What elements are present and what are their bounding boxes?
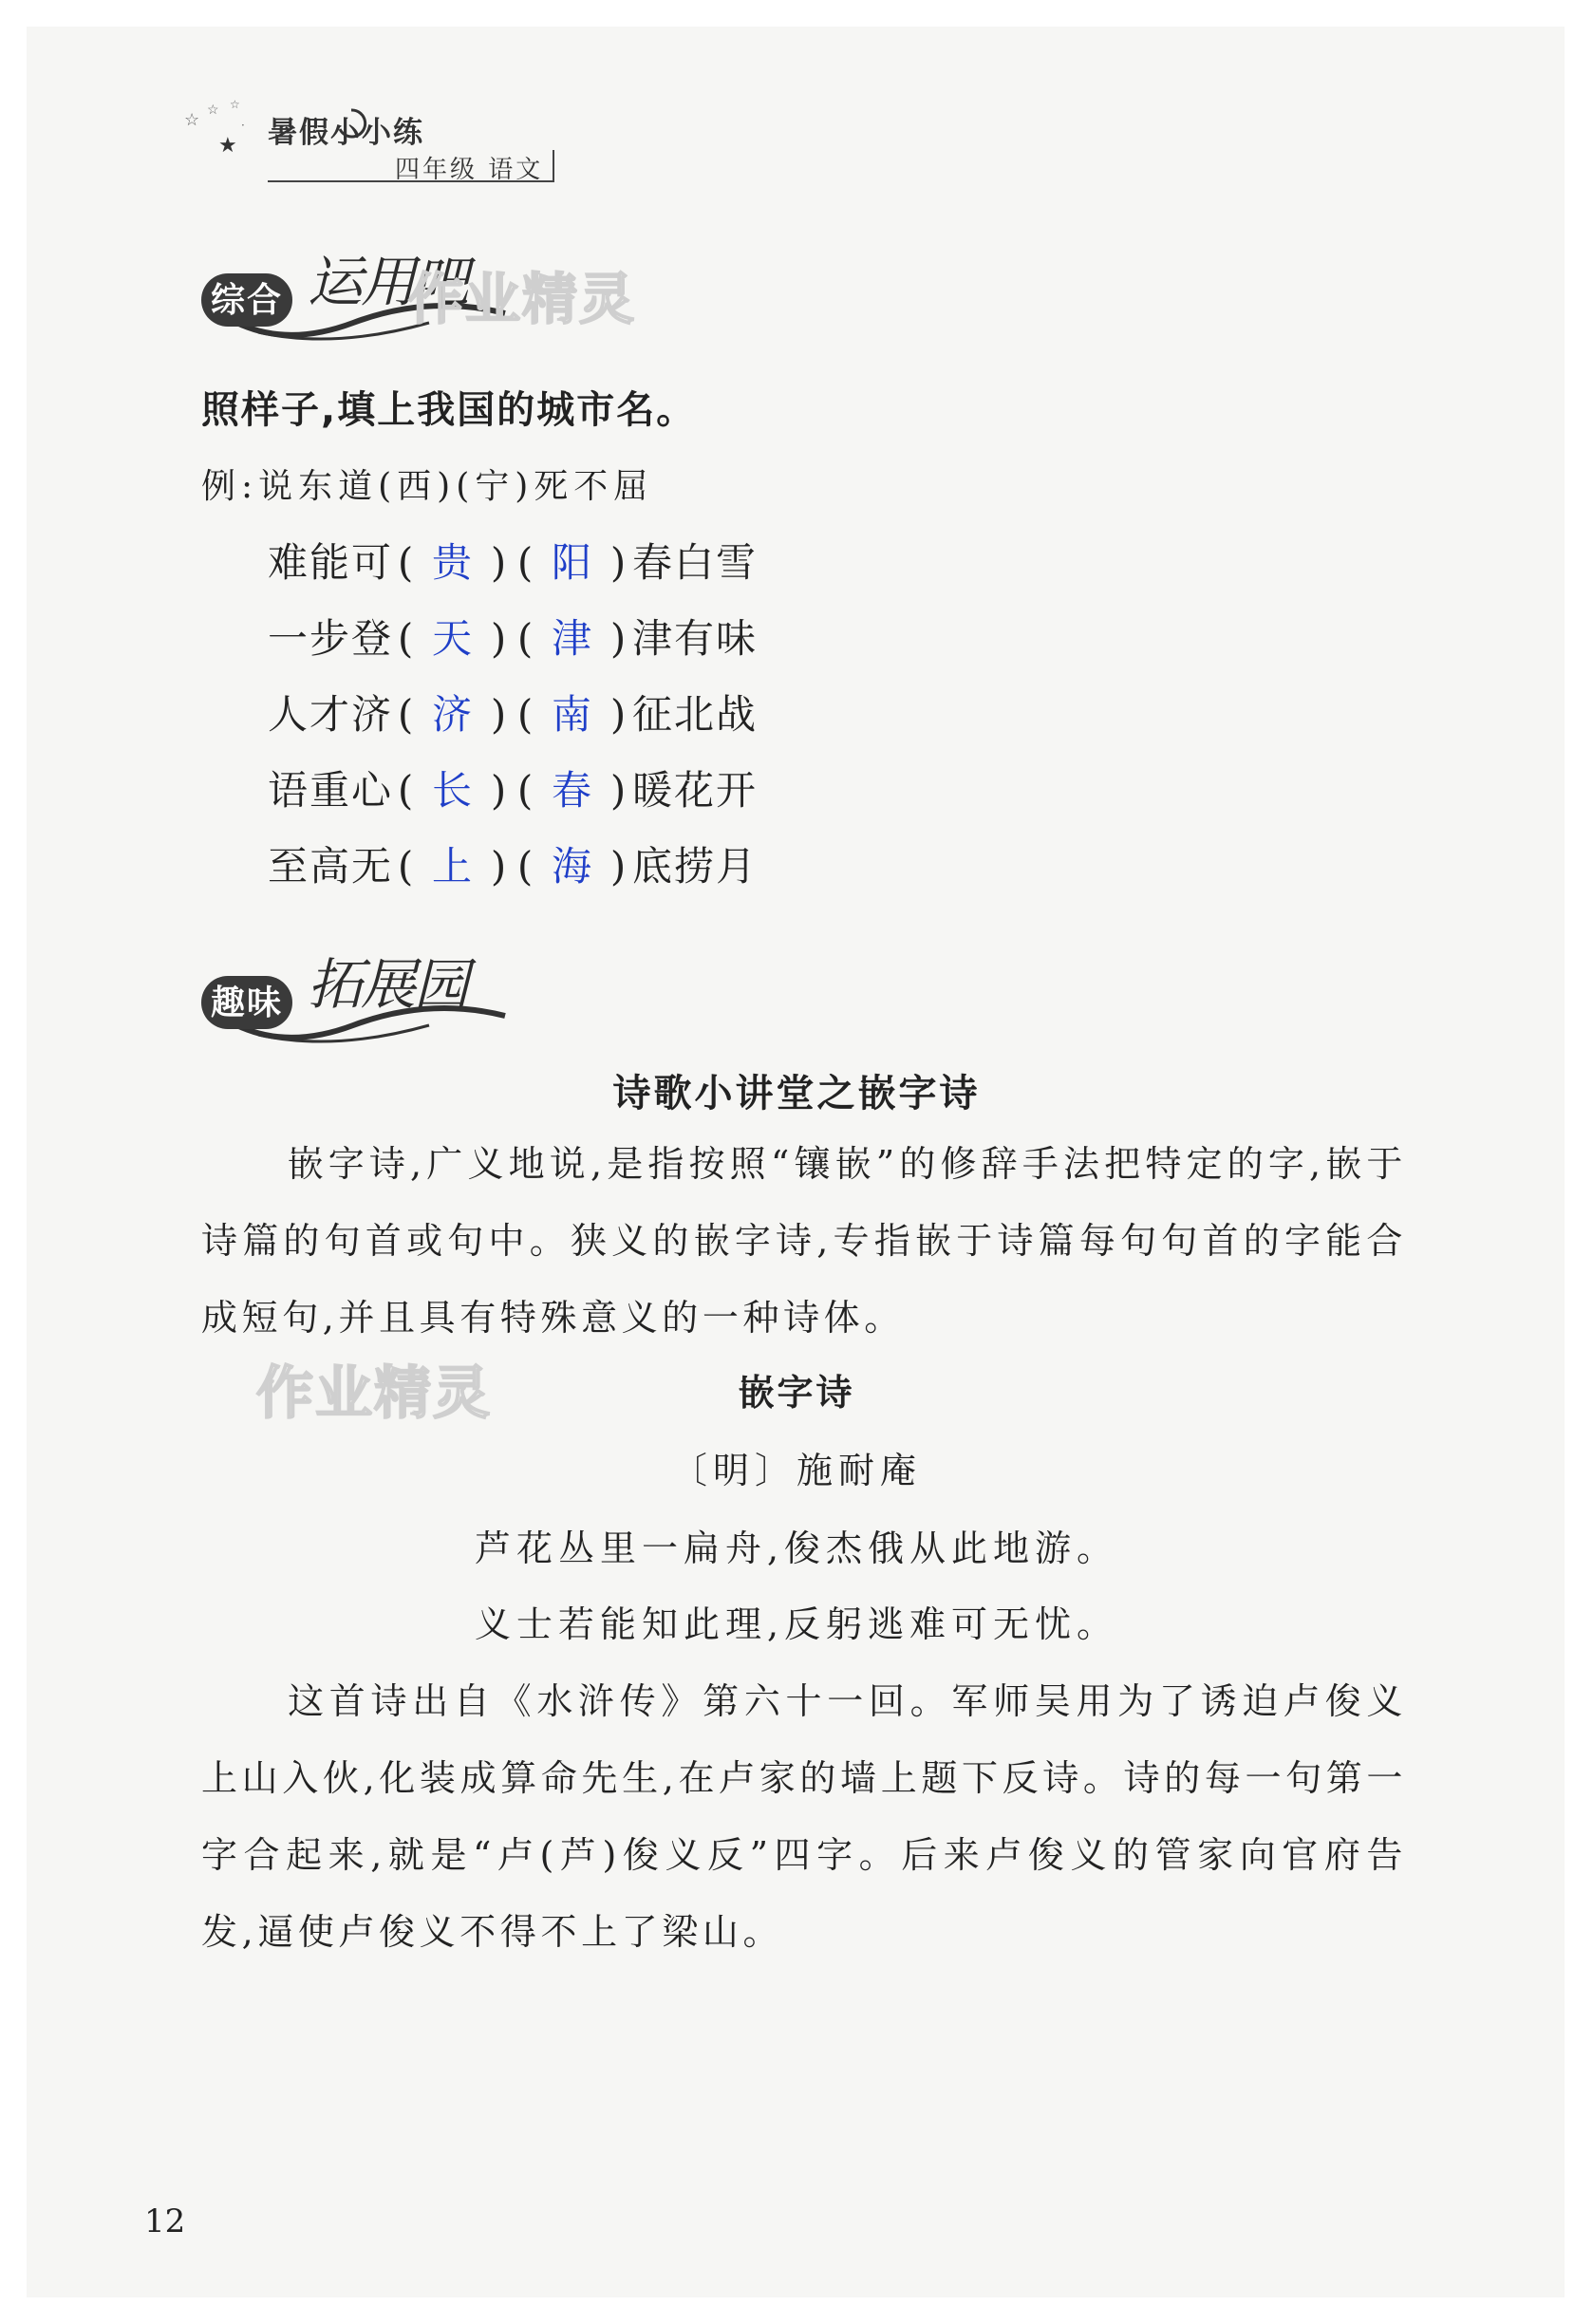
idiom-suffix: 春白雪 (632, 539, 759, 586)
page-number: 12 (144, 2202, 186, 2240)
grade-subject: 四年级 语文 (395, 156, 544, 184)
poem-line: 芦花丛里一扁舟,俊杰俄从此地游。 (474, 1527, 1119, 1569)
paren-open: ( (397, 539, 416, 586)
svg-text:☆: ☆ (207, 103, 219, 118)
answer-blank[interactable]: 济 (432, 691, 475, 738)
paren-open: ( (516, 767, 535, 814)
paren-close: ) (609, 691, 628, 738)
paren-close: ) (609, 539, 628, 586)
answer-blank[interactable]: 长 (432, 767, 475, 814)
paren-open: ( (516, 691, 535, 738)
paren-close: ) (609, 615, 628, 662)
paren-close: ) (490, 615, 509, 662)
banner-pill: 趣味 (201, 976, 292, 1029)
intro-text: 嵌字诗,广义地说,是指按照“镶嵌”的修辞手法把特定的字,嵌于诗篇的句首或句中。狭义的嵌字诗,专指嵌于诗篇每句句首的字能合成短句,并且具有特殊意义的一种诗体。 (201, 1143, 1407, 1339)
watermark: 作业精灵 (256, 1360, 492, 1427)
stars-icon (180, 95, 266, 161)
svg-text:★: ★ (218, 134, 237, 158)
banner-pill: 综合 (201, 273, 292, 327)
paren-open: ( (516, 843, 535, 890)
answer-blank[interactable]: 南 (552, 691, 594, 738)
explanation-text: 这首诗出自《水浒传》第六十一回。军师吴用为了诱迫卢俊义上山入伙,化装成算命先生,在卢家的墙上题下反诗。诗的每一句第一字合起来,就是“卢(芦)俊义反”四字。后来卢俊义的管家向官府告发,逼使卢俊义不得不上了梁山。 (201, 1680, 1407, 1953)
page-header (184, 95, 589, 185)
swirl-icon (332, 104, 370, 142)
poem-author: 〔明〕施耐庵 (670, 1450, 922, 1491)
watermark: 作业精灵 (408, 267, 637, 331)
paren-close: ) (490, 539, 509, 586)
banner-title: 拓展园 (308, 952, 468, 1017)
idiom-prefix: 语重心 (268, 767, 394, 814)
idiom-suffix: 津有味 (632, 615, 759, 662)
instruction: 照样子,填上我国的城市名。 (201, 388, 697, 432)
paren-open: ( (397, 691, 416, 738)
idiom-row (268, 608, 758, 665)
answer-blank[interactable]: 天 (432, 615, 475, 662)
poem-title: 嵌字诗 (738, 1372, 855, 1414)
header-vertical-rule (553, 150, 554, 182)
paren-close: ) (609, 767, 628, 814)
banner-title: 运用吧 (308, 250, 468, 314)
idiom-row (268, 684, 758, 740)
poem-line: 义士若能知此理,反躬逃难可无忧。 (474, 1603, 1119, 1645)
section-banner-extend (201, 940, 600, 1044)
answer-blank[interactable]: 津 (552, 615, 594, 662)
paren-open: ( (397, 615, 416, 662)
idiom-row (268, 759, 758, 816)
idiom-suffix: 暖花开 (632, 767, 759, 814)
answer-blank[interactable]: 贵 (432, 539, 475, 586)
intro-paragraph (201, 1126, 1407, 1357)
answer-blank[interactable]: 阳 (552, 539, 594, 586)
idiom-prefix: 难能可 (268, 539, 394, 586)
idiom-prefix: 人才济 (268, 691, 394, 738)
svg-text:☆: ☆ (184, 110, 200, 130)
series-title: 暑假小小练 (268, 116, 424, 150)
paren-open: ( (397, 843, 416, 890)
idiom-suffix: 征北战 (632, 691, 759, 738)
paren-open: ( (397, 767, 416, 814)
paren-open: ( (516, 615, 535, 662)
paren-close: ) (490, 767, 509, 814)
idiom-row (268, 835, 758, 892)
idiom-prefix: 一步登 (268, 615, 394, 662)
answer-blank[interactable]: 上 (432, 843, 475, 890)
paren-close: ) (490, 691, 509, 738)
idiom-prefix: 至高无 (268, 843, 394, 890)
paren-close: ) (609, 843, 628, 890)
example-line: 例:说东道(西)(宁)死不屈 (201, 467, 654, 506)
paren-open: ( (516, 539, 535, 586)
idiom-row (268, 532, 758, 589)
answer-blank[interactable]: 海 (552, 843, 594, 890)
header-rule (268, 180, 553, 182)
explanation-paragraph (201, 1663, 1407, 1971)
idiom-suffix: 底捞月 (632, 843, 759, 890)
svg-text:☆: ☆ (230, 98, 240, 111)
answer-blank[interactable]: 春 (552, 767, 594, 814)
article-title: 诗歌小讲堂之嵌字诗 (612, 1072, 981, 1115)
svg-text:·: · (241, 119, 245, 132)
paren-close: ) (490, 843, 509, 890)
